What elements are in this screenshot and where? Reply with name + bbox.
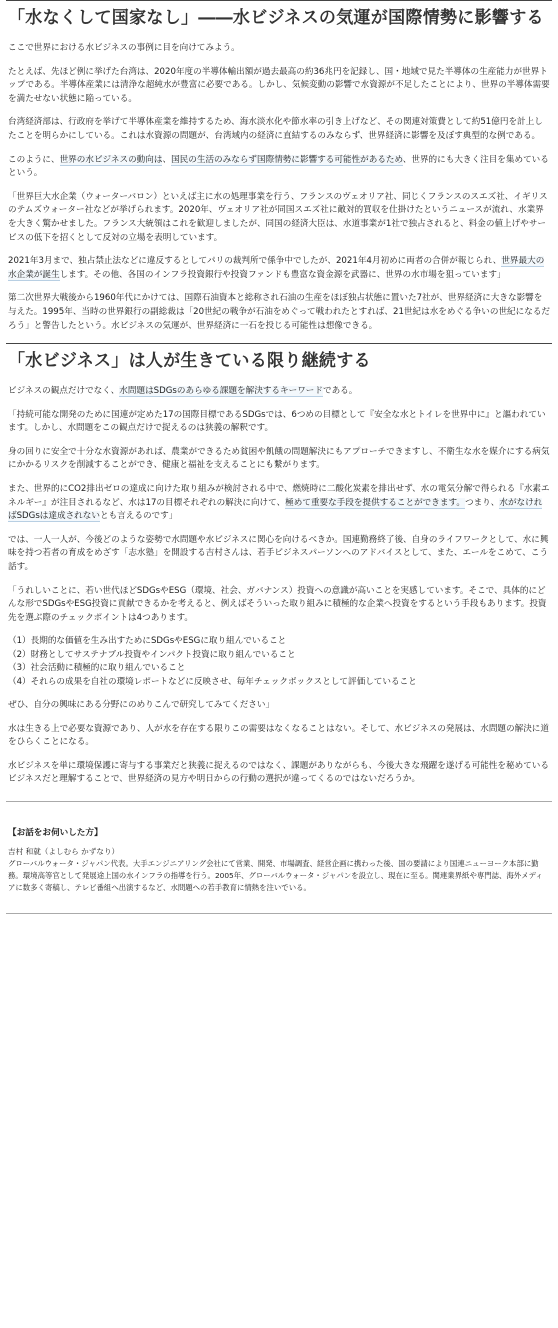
text-run: 2021年3月まで、独占禁止法などに違反するとしてパリの裁判所で係争中でしたが、2021年4月初めに両者の合併が報じられ、 xyxy=(8,256,502,267)
text-run: とも言えるのです」 xyxy=(99,511,178,522)
highlight-text: 水がなければSDGsは達成されない xyxy=(8,497,543,522)
highlight-text: 世界の水ビジネスの動向は xyxy=(59,154,163,165)
section-divider xyxy=(6,343,552,344)
highlight-text: 国民の生活のみならず国際情勢に影響する可能性があるため xyxy=(171,154,403,165)
section2-paragraph-3: 身の回りに安全で十分な水資源があれば、農業ができるため貧困や飢餓の問題解決にもアプローチできますし、不衛生な水を媒介にする病気にかかるリスクを削減することができ、健康と福祉を支えることにも繋がります。 xyxy=(8,446,550,471)
highlight-text: 極めて重要な手段を提供することができます。 xyxy=(285,497,465,508)
checkpoint-list xyxy=(8,635,550,689)
section2-paragraph-4 xyxy=(8,483,550,524)
list-item: （3）社会活動に積極的に取り組んでいること xyxy=(8,663,186,674)
section1-paragraph-2: たとえば、先ほど例に挙げた台湾は、2020年度の半導体輸出額が過去最高の約36兆円を記録し、国・地域で見た半導体の生産能力が世界トップである。半導体産業には清浄な超純水が豊富に必要である。しかし、気候変動の影響で水資源が不足したことにより、世界の半導体需要を満たせない状態に陥っている。 xyxy=(8,66,550,104)
profile-divider xyxy=(6,801,552,802)
text-run: つまり、 xyxy=(464,497,500,508)
section1-paragraph-3: 台湾経済部は、行政府を挙げて半導体産業を維持するため、海水淡水化や節水率の引き上げなど、その関連対策費として約51億円を計上したことを明らかにしている。これは水資源の問題が、台湾域内の経済に直結するのみならず、世界経済に影響を及ぼす典型的な例である。 xyxy=(8,117,543,141)
text-run: 、世界的にも大きく注目を集めているという。 xyxy=(8,154,549,179)
section1-paragraph-1: ここで世界における水ビジネスの事例に目を向けてみよう。 xyxy=(8,43,240,53)
section2-paragraph-8: 水は生きる上で必要な資源であり、人が水を存在する限りこの需要はなくなることはない。そして、水ビジネスの発展は、水問題の解決に道をひらくことになる。 xyxy=(8,723,549,748)
highlight-text: 水問題はSDGsのあらゆる課題を解決するキーワード xyxy=(119,386,323,397)
text-run: 、 xyxy=(162,154,172,165)
text-run: また、世界的にCO2排出ゼロの達成に向けた取り組みが検討される中で、燃焼時に二酸化炭素を排出せず、水の電気分解で得られる『水素エネルギー』が注目されるなど、水は17の目標それぞれの解決に向けて、 xyxy=(8,484,550,508)
profile-heading: 【お話をお伺いした方】 xyxy=(8,828,103,838)
profile-bio: グローバルウォータ・ジャパン代表。大手エンジニアリング会社にて営業、開発、市場調査、経営企画に携わった後、国の要請により国連ニューヨーク本部に勤務。環境高等官として発展途上国の水インフラの指導を行う。2005年、グローバルウォータ・ジャパンを設立し、現在に至る。関連業界紙や専門誌、海外メディアに数多く寄稿し、テレビ番組へ出演するなど、水問題への若手教育に情熱を注いでいる。 xyxy=(8,859,543,893)
section2-paragraph-9: 水ビジネスを単に環境保護に寄与する事業だと狭義に捉えるのではなく、課題がありながらも、今後大きな飛躍を遂げる可能性を秘めているビジネスだと理解することで、世界経済の見方や明日からの行動の選択が違ってくるのではないだろうか。 xyxy=(8,760,549,785)
section2-paragraph-6: 「うれしいことに、若い世代ほどSDGsやESG（環境、社会、ガバナンス）投資への意識が高いことを実感しています。そこで、具体的にどんな形でSDGsやESG投資に貢献できるかを考えると、例えばそういった取り組みに積極的な企業へ投資をするという手段もあります。投資先を選ぶ際のチェックポイントは4つあります。 xyxy=(8,585,547,623)
highlight-text: 世界最大の水企業が誕生 xyxy=(8,256,545,280)
section1-paragraph-7: 第二次世界大戦後から1960年代にかけては、国際石油資本と総称され石油の生産をほぼ独占状態に置いた7社が、世界経済に大きな影響を与えた。1995年、当時の世界銀行の副総裁は「20世紀の戦争が石油をめぐって戦われたとすれば、21世紀は水をめぐる争いの世紀になるだろう」と警告したという。水ビジネスの気運が、世界経済に一石を投じる可能性は想像できる。 xyxy=(8,293,551,331)
section1-paragraph-6 xyxy=(8,255,550,282)
text-run: します。その他、各国のインフラ投資銀行や投資ファンドも豊富な資金源を武器に、世界の水市場を狙っています」 xyxy=(59,269,506,280)
text-run: である。 xyxy=(322,386,358,397)
section2-paragraph-5: では、一人一人が、今後どのような姿勢で水問題や水ビジネスに関心を向けるべきか。国連勤務終了後、自身のライフワークとして、水に興味を持つ若者の育成をめざす「志水塾」を開設する吉村さんは、若手ビジネスパーソンへのアドバイスとして、また、エールをこめて、こう話す。 xyxy=(8,534,549,573)
section2-paragraph-1 xyxy=(8,385,550,399)
section1-paragraph-4 xyxy=(8,154,550,181)
list-item: （2）財務としてサステナブル投資やインパクト投資に取り組んでいること xyxy=(8,649,296,660)
section1-title: 「水なくして国家なし」――水ビジネスの気運が国際情勢に影響する xyxy=(8,8,544,28)
text-run: このように、 xyxy=(8,154,60,165)
list-item: （4）それらの成果を自社の環境レポートなどに反映させ、毎年チェックボックスとして評価していること xyxy=(8,676,417,687)
top-divider xyxy=(6,0,552,1)
text-run: ビジネスの観点だけでなく、 xyxy=(8,386,120,397)
profile-name: 吉村 和就（よしむら かずなり） xyxy=(8,847,120,856)
list-item: （1）長期的な価値を生み出すためにSDGsやESGに取り組んでいること xyxy=(8,636,287,647)
section2-paragraph-2: 「持続可能な開発のために国連が定めた17の国際目標であるSDGsでは、6つめの目標として『安全な水とトイレを世界中に』と謳われています。しかし、水問題をこの観点だけで捉えるのは狭義の解釈です。 xyxy=(8,409,546,434)
end-divider xyxy=(6,913,552,914)
section2-title: 「水ビジネス」は人が生きている限り継続する xyxy=(8,351,371,372)
section2-paragraph-7: ぜひ、自分の興味にある分野にのめりこんで研究してみてください」 xyxy=(8,700,275,711)
section1-paragraph-5: 「世界巨大水企業（ウォーターバロン）といえば主に水の処理事業を行う、フランスのヴェオリア社、同じくフランスのスエズ社、イギリスのテムズウォーター社などが挙げられます。2020年、ヴェオリア社が同国スエズ社に敵対的買収を仕掛けたというニュースが流れ、水業界を大きく驚かせました。フランス大統領はこれを歓迎しましたが、同国の経済大臣は、水道事業が1社で独占されると、料金の値上げやサービスの低下を招くとして反対の立場を表明しています。 xyxy=(8,191,548,243)
